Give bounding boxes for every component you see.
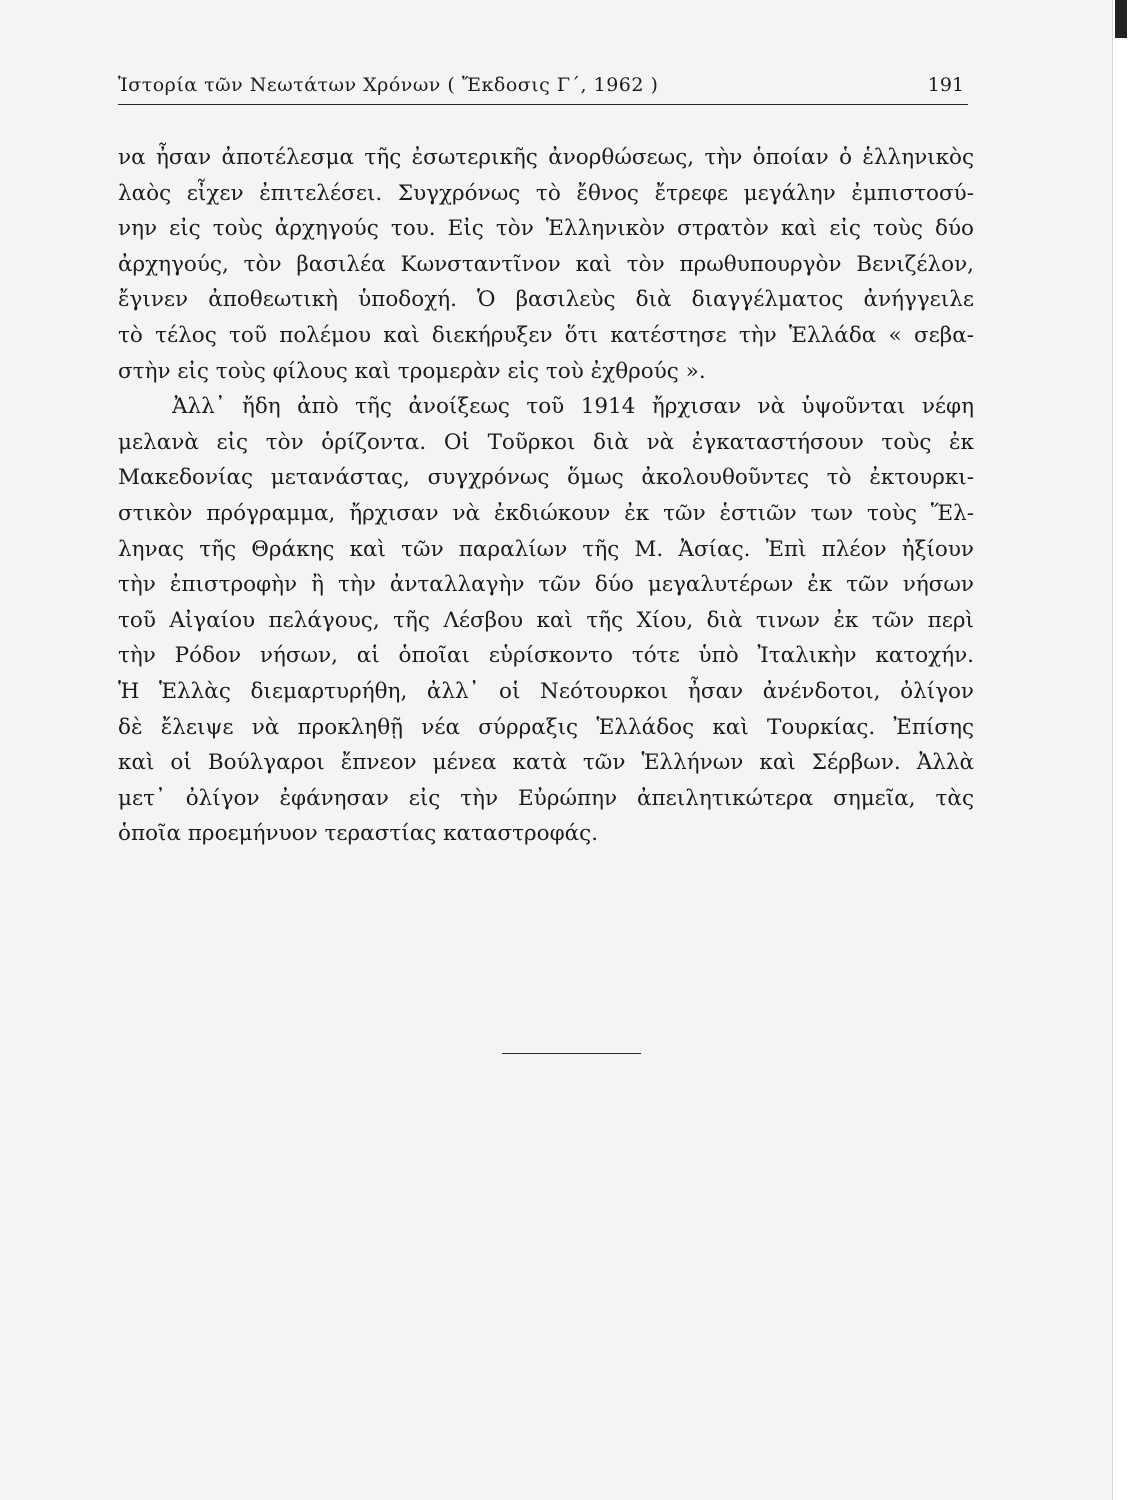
running-header <box>118 74 968 105</box>
edge-mark <box>1115 0 1127 38</box>
text-line: νην εἰς τοὺς ἀρχηγούς του. Εἰς τὸν Ἑλληνικὸν στρατὸν καὶ εἰς τοὺς δύο <box>118 216 974 242</box>
text-line: μετ᾽ ὀλίγον ἐφάνησαν εἰς τὴν Εὐρώπην ἀπειλητικώτερα σημεῖα, τὰς <box>118 785 974 811</box>
page-number: 191 <box>927 74 964 96</box>
body-text <box>118 140 974 852</box>
text-line: Ἡ Ἑλλὰς διεμαρτυρήθη, ἀλλ᾽ οἱ Νεότουρκοι ἦσαν ἀνένδοτοι, ὀλίγον <box>118 678 974 704</box>
text-line: μελανὰ εἰς τὸν ὁρίζοντα. Οἱ Τοῦρκοι διὰ νὰ ἐγκαταστήσουν τοὺς ἐκ <box>118 429 974 455</box>
text-line: τὴν Ρόδον νήσων, αἱ ὁποῖαι εὑρίσκοντο τότε ὑπὸ Ἰταλικὴν κατοχήν. <box>118 643 974 669</box>
text-line: τὴν ἐπιστροφὴν ἢ τὴν ἀνταλλαγὴν τῶν δύο μεγαλυτέρων ἐκ τῶν νήσων <box>118 572 974 598</box>
text-line: να ἦσαν ἀποτέλεσμα τῆς ἐσωτερικῆς ἀνορθώσεως, τὴν ὁποίαν ὁ ἑλληνικὸς <box>118 145 974 170</box>
section-end-rule <box>502 1053 641 1054</box>
page-edge <box>1112 0 1131 1500</box>
text-line: καὶ οἱ Βούλγαροι ἔπνεον μένεα κατὰ τῶν Ἑλλήνων καὶ Σέρβων. Ἀλλὰ <box>118 750 974 776</box>
text-line: δὲ ἔλειψε νὰ προκληθῇ νέα σύρραξις Ἑλλάδος καὶ Τουρκίας. Ἐπίσης <box>118 714 974 740</box>
paragraph-1 <box>118 140 974 389</box>
text-line: τοῦ Αἰγαίου πελάγους, τῆς Λέσβου καὶ τῆς Χίου, διὰ τινων ἐκ τῶν περὶ <box>118 607 974 633</box>
header-title: Ἱστορία τῶν Νεωτάτων Χρόνων ( Ἔκδοσις Γ΄, 1962 ) <box>118 74 659 96</box>
text-line: ληνας τῆς Θράκης καὶ τῶν παραλίων τῆς Μ. Ἀσίας. Ἐπὶ πλέον ἠξίουν <box>118 536 974 562</box>
text-line: Ἀλλ᾽ ἤδη ἀπὸ τῆς ἀνοίξεως τοῦ 1914 ἤρχισαν νὰ ὑψοῦνται νέφη <box>172 394 974 420</box>
text-line: ὁποῖα προεμήνυον τεραστίας καταστροφάς. <box>118 821 599 847</box>
text-line: στὴν εἰς τοὺς φίλους καὶ τρομερὰν εἰς τοὺ ἐχθρούς ». <box>118 358 706 384</box>
text-line: Μακεδονίας μετανάστας, συγχρόνως ὅμως ἀκολουθοῦντες τὸ ἐκτουρκι- <box>118 465 974 491</box>
text-line: ἀρχηγούς, τὸν βασιλέα Κωνσταντῖνον καὶ τὸν πρωθυπουργὸν Βενιζέλον, <box>118 251 974 277</box>
paragraph-2 <box>118 389 974 852</box>
text-line: ἔγινεν ἀποθεωτικὴ ὑποδοχή. Ὁ βασιλεὺς διὰ διαγγέλματος ἀνήγγειλε <box>118 287 974 313</box>
text-line: λαὸς εἶχεν ἐπιτελέσει. Συγχρόνως τὸ ἔθνος ἔτρεφε μεγάλην ἐμπιστοσύ- <box>118 180 974 206</box>
text-line: τὸ τέλος τοῦ πολέμου καὶ διεκήρυξεν ὅτι κατέστησε τὴν Ἑλλάδα « σεβα- <box>118 322 974 348</box>
text-line: στικὸν πρόγραμμα, ἤρχισαν νὰ ἐκδιώκουν ἐκ τῶν ἑστιῶν των τοὺς Ἕλ- <box>118 500 974 526</box>
